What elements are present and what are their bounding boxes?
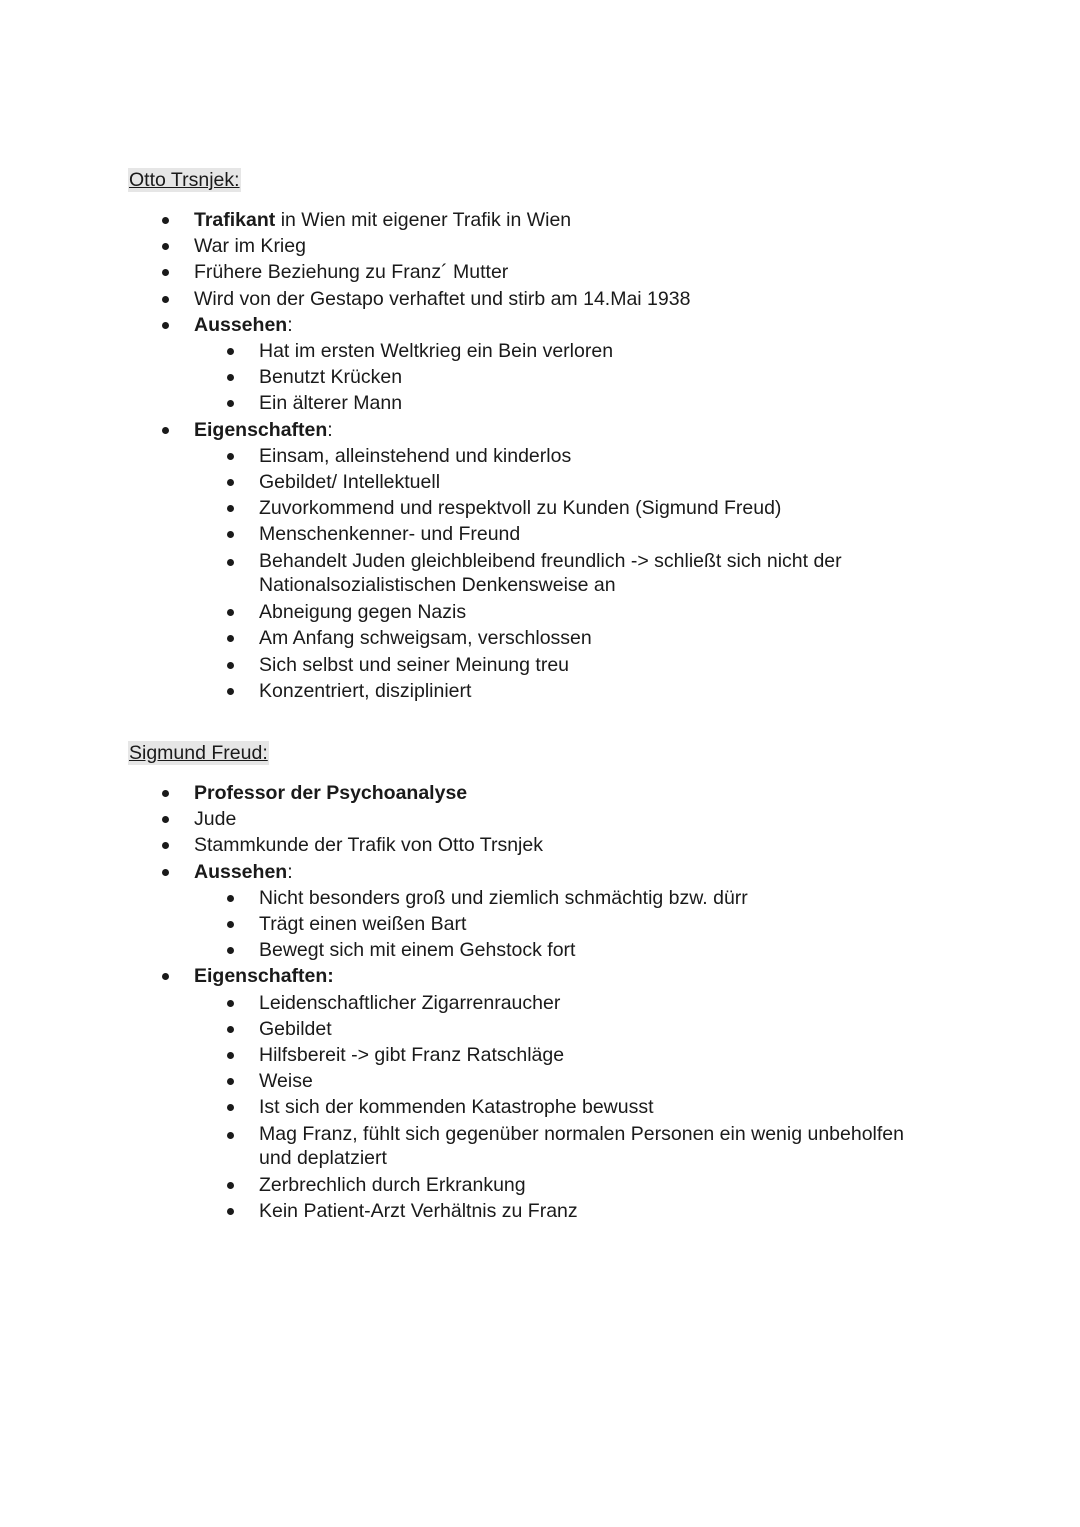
sub-list-item: Kein Patient-Arzt Verhältnis zu Franz bbox=[0, 1198, 939, 1224]
bullet-icon bbox=[162, 296, 169, 303]
bullet-icon bbox=[227, 1208, 234, 1215]
list-item-eigenschaften: Eigenschaften: Leidenschaftlicher Zigarrenraucher Gebildet Hilfsbereit -> gibt Franz Ratschläge Weise Ist sich der kommenden Katastrophe bewusst Mag Franz, fühlt sich gegenüber normalen Personen ein wenig unbeholfen und deplatziert Zerbrechlich durch Erkrankung Kein Patient-Arzt Verhältnis zu Franz bbox=[0, 963, 939, 1224]
sub-list-item: Behandelt Juden gleichbleibend freundlich -> schließt sich nicht der Nationalsozialistischen Denkensweise an bbox=[0, 548, 879, 600]
bullet-icon bbox=[227, 688, 234, 695]
sub-list-item: Abneigung gegen Nazis bbox=[0, 599, 879, 625]
list-item-aussehen: Aussehen: Hat im ersten Weltkrieg ein Bein verloren Benutzt Krücken Ein älterer Mann bbox=[0, 312, 879, 417]
list-item: Jude bbox=[0, 806, 939, 832]
list-item: Frühere Beziehung zu Franz´ Mutter bbox=[0, 259, 879, 285]
sub-list-item: Am Anfang schweigsam, verschlossen bbox=[0, 625, 879, 651]
sub-list-item: Benutzt Krücken bbox=[0, 364, 879, 390]
bullet-icon bbox=[227, 479, 234, 486]
sub-list-item: Gebildet bbox=[0, 1016, 939, 1042]
section-title-otto: Otto Trsnjek: bbox=[129, 169, 240, 191]
bullet-icon bbox=[162, 869, 169, 876]
bullet-icon bbox=[162, 790, 169, 797]
sub-list-item: Sich selbst und seiner Meinung treu bbox=[0, 652, 879, 678]
bullet-icon bbox=[227, 921, 234, 928]
bullet-icon bbox=[162, 427, 169, 434]
sub-list-item: Leidenschaftlicher Zigarrenraucher bbox=[0, 990, 939, 1016]
bullet-icon bbox=[162, 322, 169, 329]
sub-list-item: Mag Franz, fühlt sich gegenüber normalen Personen ein wenig unbeholfen und deplatziert bbox=[0, 1121, 939, 1173]
sub-list-item: Gebildet/ Intellektuell bbox=[0, 469, 879, 495]
bullet-icon bbox=[227, 1132, 234, 1139]
freud-list bbox=[0, 780, 939, 1225]
bullet-icon bbox=[227, 947, 234, 954]
bullet-icon bbox=[162, 842, 169, 849]
bullet-icon bbox=[162, 269, 169, 276]
bullet-icon bbox=[162, 816, 169, 823]
sub-list-item: Ist sich der kommenden Katastrophe bewusst bbox=[0, 1094, 939, 1120]
eigenschaften-sublist bbox=[194, 443, 879, 704]
bullet-icon bbox=[227, 1052, 234, 1059]
list-item-aussehen: Aussehen: Nicht besonders groß und ziemlich schmächtig bzw. dürr Trägt einen weißen Bart Bewegt sich mit einem Gehstock fort bbox=[0, 859, 939, 964]
sub-list-item: Nicht besonders groß und ziemlich schmächtig bzw. dürr bbox=[0, 885, 939, 911]
sub-list-item: Menschenkenner- und Freund bbox=[0, 521, 879, 547]
bullet-icon bbox=[162, 973, 169, 980]
list-item: War im Krieg bbox=[0, 233, 879, 259]
bullet-icon bbox=[227, 635, 234, 642]
bullet-icon bbox=[227, 531, 234, 538]
sub-list-item: Zerbrechlich durch Erkrankung bbox=[0, 1172, 939, 1198]
sub-list-item: Hilfsbereit -> gibt Franz Ratschläge bbox=[0, 1042, 939, 1068]
bullet-icon bbox=[227, 505, 234, 512]
bullet-icon bbox=[227, 662, 234, 669]
bullet-icon bbox=[227, 1078, 234, 1085]
aussehen-sublist bbox=[194, 885, 939, 964]
bullet-icon bbox=[227, 1000, 234, 1007]
sub-list-item: Hat im ersten Weltkrieg ein Bein verloren bbox=[0, 338, 879, 364]
list-item: Stammkunde der Trafik von Otto Trsnjek bbox=[0, 832, 939, 858]
sub-list-item: Zuvorkommend und respektvoll zu Kunden (Sigmund Freud) bbox=[0, 495, 879, 521]
bullet-icon bbox=[227, 1182, 234, 1189]
bullet-icon bbox=[227, 348, 234, 355]
sub-list-item: Konzentriert, diszipliniert bbox=[0, 678, 879, 704]
bullet-icon bbox=[227, 1026, 234, 1033]
bullet-icon bbox=[162, 217, 169, 224]
bullet-icon bbox=[227, 1104, 234, 1111]
list-item: Wird von der Gestapo verhaftet und stirb am 14.Mai 1938 bbox=[0, 286, 879, 312]
sub-list-item: Trägt einen weißen Bart bbox=[0, 911, 939, 937]
bullet-icon bbox=[227, 895, 234, 902]
eigenschaften-sublist bbox=[194, 990, 939, 1225]
bullet-icon bbox=[227, 559, 234, 566]
bullet-icon bbox=[227, 609, 234, 616]
bullet-icon bbox=[227, 400, 234, 407]
section-title-freud: Sigmund Freud: bbox=[129, 742, 268, 764]
list-item-eigenschaften: Eigenschaften: Einsam, alleinstehend und kinderlos Gebildet/ Intellektuell Zuvorkommend und respektvoll zu Kunden (Sigmund Freud) Menschenkenner- und Freund Behandelt Juden gleichbleibend freundlich -> schließt sich nicht der Nationalsozialistischen Denkensweise an Abneigung gegen Nazis Am Anfang schweigsam, verschlossen Sich selbst und seiner Meinung treu Konzentriert, diszipliniert bbox=[0, 417, 879, 704]
bullet-icon bbox=[227, 453, 234, 460]
sub-list-item: Weise bbox=[0, 1068, 939, 1094]
list-item: Professor der Psychoanalyse bbox=[0, 780, 939, 806]
list-item: Trafikant in Wien mit eigener Trafik in Wien bbox=[0, 207, 879, 233]
sub-list-item: Ein älterer Mann bbox=[0, 390, 879, 416]
aussehen-sublist bbox=[194, 338, 879, 417]
sub-list-item: Einsam, alleinstehend und kinderlos bbox=[0, 443, 879, 469]
sub-list-item: Bewegt sich mit einem Gehstock fort bbox=[0, 937, 939, 963]
otto-list bbox=[0, 207, 879, 704]
bullet-icon bbox=[162, 243, 169, 250]
bullet-icon bbox=[227, 374, 234, 381]
